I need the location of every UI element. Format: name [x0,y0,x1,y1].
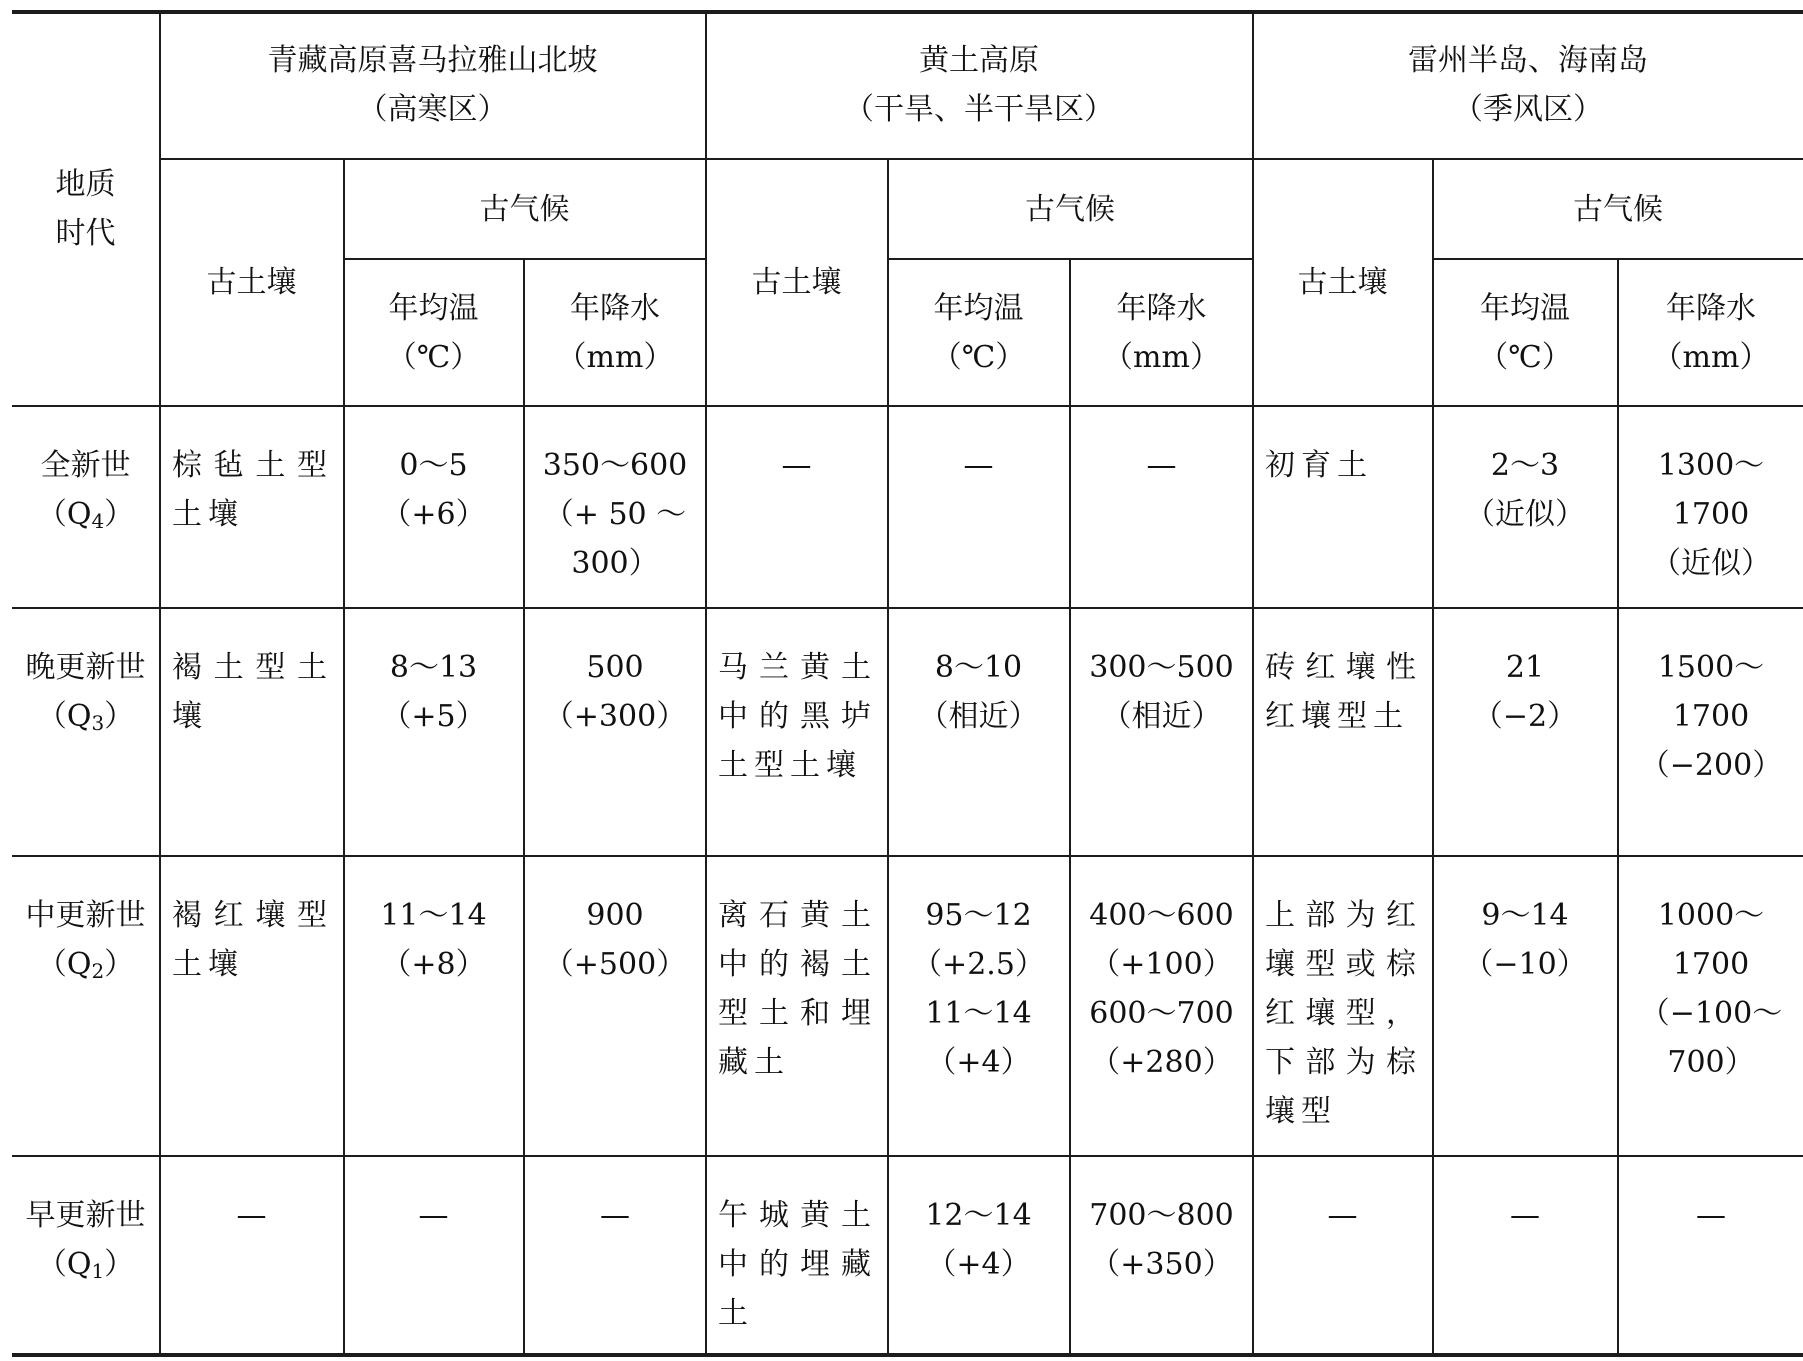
paleosoil-cell: — [236,1198,267,1233]
temperature-cell: 11～14 （+8） [380,898,487,982]
period-code [37,1240,134,1289]
period-code [37,490,134,539]
header-paleosoil: 古土壤 [206,265,297,300]
temperature-cell: — [963,448,994,483]
period-name: 晚更新世 [25,650,146,685]
period-cell [12,609,159,855]
paleosoil-cell: 马兰黄土中的黑垆土型土壤 [718,650,877,783]
period-code-prefix: （Q [36,947,92,982]
header-paleoclimate: 古气候 [1573,191,1663,227]
region-note: （高寒区） [357,92,508,127]
header-temp: 年均温 （℃） [1478,290,1572,375]
period-name: 全新世 [40,448,131,483]
header-paleoclimate: 古气候 [1025,191,1115,227]
header-precip: 年降水 （mm） [556,290,674,375]
paleosoil-cell: 上部为红壤型或棕红壤型，下部为棕壤型 [1265,898,1422,1129]
temperature-cell: 8～13 （+5） [381,650,486,734]
header-temp: 年均温 （℃） [386,290,481,375]
period-cell [12,407,159,607]
region-note: （季风区） [1453,92,1603,127]
paleosoil-cell: 棕毡土型土壤 [172,448,333,532]
period-code-prefix: （Q [36,1247,92,1282]
precipitation-cell: — [600,1198,630,1233]
precipitation-cell: 500 （+300） [543,650,687,734]
temperature-cell: 21 （−2） [1472,650,1578,734]
temperature-cell: 0～5 （+6） [381,448,486,532]
precipitation-cell: 700～800 （+350） [1089,1198,1234,1282]
period-code-subscript: 1 [91,1259,105,1283]
paleosoil-cell: 砖红壤性红壤型土 [1265,650,1422,734]
header-temp: 年均温 （℃） [931,290,1026,375]
period-code-suffix: ） [104,497,135,532]
header-region-3 [1253,12,1803,158]
period-code-subscript: 3 [91,711,105,735]
temperature-cell: — [1510,1198,1540,1233]
paleosoil-cell: — [781,448,812,483]
precipitation-cell: — [1696,1198,1726,1233]
header-paleoclimate: 古气候 [479,191,570,227]
period-name: 早更新世 [25,1198,146,1233]
precipitation-cell: 900 （+500） [543,898,687,982]
period-cell [12,857,159,1155]
header-precip: 年降水 （mm） [1103,290,1220,375]
temperature-cell: 12～14 （+4） [925,1198,1032,1282]
header-paleosoil: 古土壤 [751,265,842,300]
precipitation-cell: 300～500 （相近） [1089,650,1234,734]
period-code [37,692,134,741]
paleosoil-cell: 午城黄土中的埋藏土 [718,1198,877,1331]
temperature-cell: 8～10 （相近） [918,650,1039,734]
temperature-cell: — [418,1198,449,1233]
period-code-suffix: ） [104,947,135,982]
period-cell [12,1157,159,1353]
paleosoil-cell: 褐土型土壤 [172,650,333,734]
header-precip: 年降水 （mm） [1652,290,1770,375]
paleosoil-cell: 初育土 [1265,448,1373,483]
rule-bottom [12,1353,1803,1357]
period-name: 中更新世 [25,898,146,933]
region-name: 黄土高原 [919,43,1039,78]
precipitation-cell: 1000～ 1700 （−100～ 700） [1639,898,1783,1080]
paleosoil-cell: 褐红壤型土壤 [172,898,333,982]
temperature-cell: 2～3 （近似） [1465,448,1585,532]
period-code [37,940,134,989]
header-region-2 [706,12,1252,158]
period-code-prefix: （Q [36,497,92,532]
period-code-subscript: 4 [91,509,105,533]
precipitation-cell: 400～600 （+100） 600～700 （+280） [1089,898,1234,1080]
period-code-suffix: ） [104,1247,135,1282]
region-name: 雷州半岛、海南岛 [1408,43,1648,78]
temperature-cell: 9～14 （−10） [1463,898,1587,982]
precipitation-cell: — [1146,448,1177,483]
paleosoil-cell: 离石黄土中的褐土型土和埋藏土 [718,898,877,1080]
header-paleosoil: 古土壤 [1297,265,1388,300]
period-code-suffix: ） [104,699,135,734]
temperature-cell: 95～12 （+2.5） 11～14 （+4） [912,898,1045,1080]
region-name: 青藏高原喜马拉雅山北坡 [267,43,598,78]
precipitation-cell: 1300～ 1700 （近似） [1651,448,1771,581]
period-code-subscript: 2 [91,959,105,983]
precipitation-cell: 1500～ 1700 （−200） [1639,650,1783,783]
precipitation-cell: 350～600 （+ 50 ～ 300） [542,448,688,581]
region-note: （干旱、半干旱区） [844,92,1114,127]
header-region-1 [160,12,705,158]
period-code-prefix: （Q [36,699,92,734]
header-period: 地质 时代 [55,166,116,251]
paleosoil-cell: — [1327,1198,1358,1233]
